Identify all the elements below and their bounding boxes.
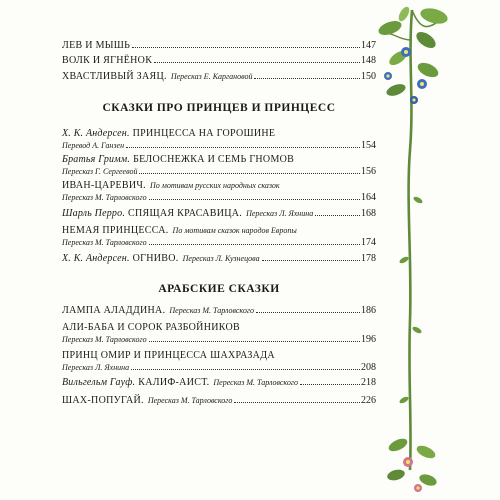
toc-entry[interactable]	[62, 40, 376, 52]
toc-entry[interactable]	[62, 208, 376, 220]
dot-leader	[139, 173, 360, 174]
page-number: 196	[361, 334, 376, 345]
entry-note: По мотивам сказок народов Европы	[172, 226, 297, 235]
pink-flowers	[403, 457, 422, 492]
page-number: 174	[361, 237, 376, 248]
page-number: 218	[361, 377, 376, 388]
entry-title: НЕМАЯ ПРИНЦЕССА.	[62, 225, 169, 236]
entry-note: Пересказ М. Тарловского	[62, 193, 147, 202]
toc-entry[interactable]	[62, 154, 376, 178]
entry-title: СПЯЩАЯ КРАСАВИЦА.	[128, 208, 243, 219]
entry-title: ЛАМПА АЛАДДИНА.	[62, 305, 166, 316]
page-number: 148	[361, 55, 376, 66]
dot-leader	[132, 47, 360, 48]
entry-title: ПРИНЦ ОМИР И ПРИНЦЕССА ШАХРАЗАДА	[62, 350, 275, 361]
page-number: 154	[361, 140, 376, 151]
page-number: 178	[361, 253, 376, 264]
toc-entry[interactable]	[62, 55, 376, 67]
dot-leader	[254, 78, 360, 79]
toc-entry[interactable]	[62, 180, 376, 204]
entry-note: Пересказ М. Тарловского	[213, 378, 298, 387]
entry-note: Пересказ Л. Яхнина	[246, 209, 314, 218]
dot-leader	[131, 369, 360, 370]
toc-entry[interactable]	[62, 377, 376, 389]
dot-leader	[300, 384, 360, 385]
toc-entry[interactable]	[62, 253, 376, 265]
toc-entry[interactable]	[62, 350, 376, 374]
entry-author: Х. К. Андерсен.	[62, 253, 130, 264]
toc-entry[interactable]	[62, 395, 376, 407]
entry-author: Братья Гримм.	[62, 154, 131, 165]
page-number: 150	[361, 71, 376, 82]
page-number: 164	[361, 192, 376, 203]
entry-title: ШАХ-ПОПУГАЙ.	[62, 395, 144, 406]
entry-author: Вильгельм Гауф.	[62, 377, 136, 388]
entry-title: ОГНИВО.	[132, 253, 179, 264]
toc-entry[interactable]	[62, 305, 376, 317]
dot-leader	[256, 312, 360, 313]
entry-note: Перевод А. Ганзен	[62, 141, 125, 150]
page-number: 226	[361, 395, 376, 406]
dot-leader	[126, 147, 360, 148]
entry-title: ХВАСТЛИВЫЙ ЗАЯЦ.	[62, 71, 167, 82]
dot-leader	[149, 244, 360, 245]
entry-title: ВОЛК И ЯГНЁНОК	[62, 55, 153, 66]
dot-leader	[149, 199, 360, 200]
entry-title: АЛИ-БАБА И СОРОК РАЗБОЙНИКОВ	[62, 322, 240, 333]
entry-author: Шарль Перро.	[62, 208, 126, 219]
entry-title: ЛЕВ И МЫШЬ	[62, 40, 131, 51]
dot-leader	[262, 260, 360, 261]
entry-author: Х. К. Андерсен.	[62, 128, 130, 139]
entry-note: Пересказ М. Тарловского	[62, 335, 147, 344]
dot-leader	[315, 215, 360, 216]
vine-ornament-illustration	[368, 0, 468, 500]
vine-stem	[382, 10, 440, 470]
dot-leader	[234, 402, 360, 403]
entry-note: По мотивам русских народных сказок	[149, 181, 280, 190]
entry-title: ПРИНЦЕССА НА ГОРОШИНЕ	[132, 128, 276, 139]
toc-entry[interactable]	[62, 71, 376, 83]
page-number: 147	[361, 40, 376, 51]
entry-note: Пересказ Г. Сергеевой	[62, 167, 138, 176]
entry-title: БЕЛОСНЕЖКА И СЕМЬ ГНОМОВ	[133, 154, 295, 165]
entry-note: Пересказ Е. Каргановой	[170, 72, 253, 81]
entry-note: Пересказ Л. Яхнина	[62, 363, 130, 372]
page-number: 186	[361, 305, 376, 316]
toc-entry[interactable]	[62, 225, 376, 249]
dot-leader	[154, 62, 360, 63]
entry-title: ИВАН-ЦАРЕВИЧ.	[62, 180, 146, 191]
toc-entry[interactable]	[62, 128, 376, 152]
entry-title: КАЛИФ-АИСТ.	[138, 377, 210, 388]
section-heading: СКАЗКИ ПРО ПРИНЦЕВ И ПРИНЦЕСС	[102, 102, 336, 114]
page-number: 168	[361, 208, 376, 219]
dot-leader	[149, 341, 360, 342]
section-heading: АРАБСКИЕ СКАЗКИ	[158, 283, 280, 295]
entry-note: Пересказ М. Тарловского	[62, 238, 147, 247]
entry-note: Пересказ М. Тарловского	[169, 306, 254, 315]
entry-note: Пересказ М. Тарловского	[147, 396, 233, 405]
entry-note: Пересказ Л. Кузнецова	[182, 254, 260, 263]
toc-entry[interactable]	[62, 322, 376, 346]
page-number: 156	[361, 166, 376, 177]
page-number: 208	[361, 362, 376, 373]
leaf-cluster-top	[377, 5, 450, 98]
